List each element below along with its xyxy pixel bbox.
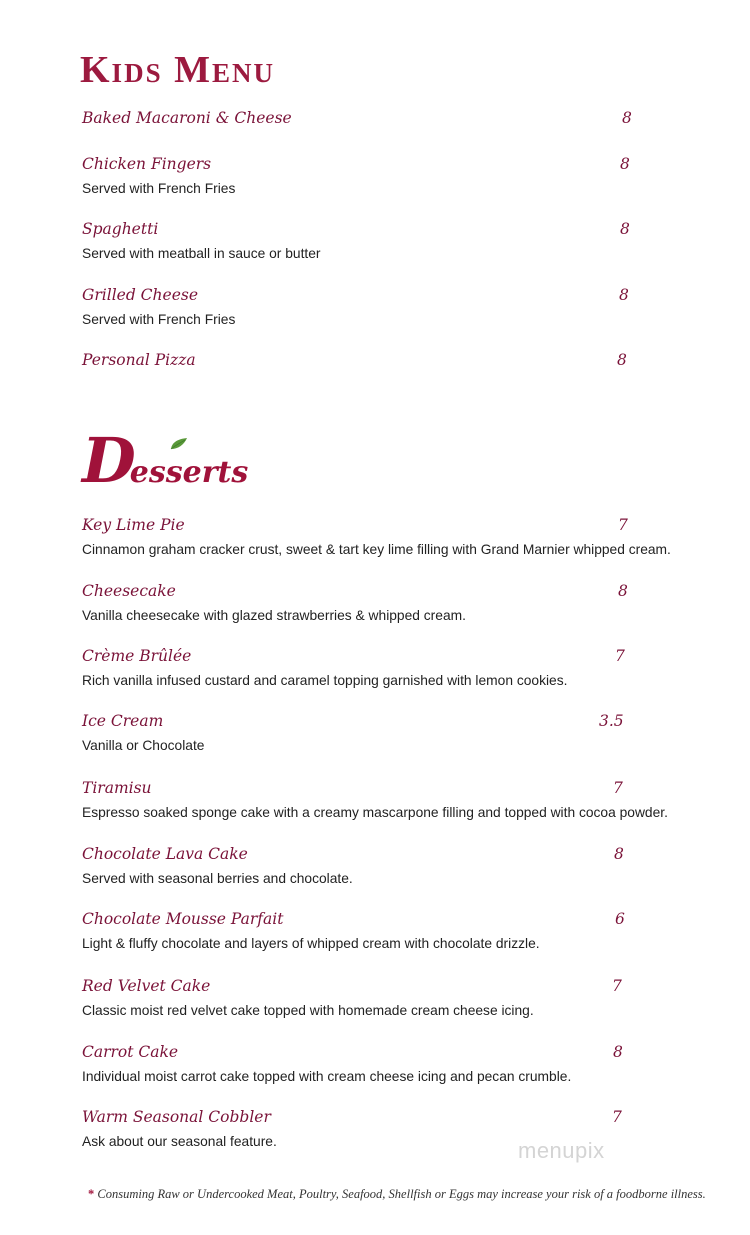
item-name: Key Lime Pie xyxy=(82,516,185,534)
footnote-text: Consuming Raw or Undercooked Meat, Poultry, Seafood, Shellfish or Eggs may increase your risk of a foodborne illness. xyxy=(97,1187,706,1201)
desserts-title-rest: esserts xyxy=(129,455,249,490)
item-description: Served with meatball in sauce or butter xyxy=(82,246,321,261)
item-price: 8 xyxy=(613,1043,623,1061)
item-description: Vanilla or Chocolate xyxy=(82,738,205,753)
kids-menu-title: Kids Menu xyxy=(80,49,275,91)
item-name: Baked Macaroni & Cheese xyxy=(82,109,292,127)
item-name: Chocolate Mousse Parfait xyxy=(82,910,284,928)
item-description: Served with French Fries xyxy=(82,312,236,327)
footnote xyxy=(88,1186,706,1202)
leaf-icon xyxy=(168,436,190,452)
item-name: Crème Brûlée xyxy=(82,647,192,665)
item-description: Individual moist carrot cake topped with cream cheese icing and pecan crumble. xyxy=(82,1069,572,1084)
desserts-title-initial: D xyxy=(82,424,136,497)
item-name: Warm Seasonal Cobbler xyxy=(82,1108,271,1126)
item-description: Classic moist red velvet cake topped with homemade cream cheese icing. xyxy=(82,1003,534,1018)
item-price: 8 xyxy=(614,845,624,863)
watermark: menupix xyxy=(518,1138,605,1163)
item-name: Red Velvet Cake xyxy=(82,977,211,995)
item-price: 7 xyxy=(613,779,623,797)
item-price: 8 xyxy=(620,220,630,238)
item-price: 7 xyxy=(612,1108,622,1126)
item-description: Vanilla cheesecake with glazed strawberries & whipped cream. xyxy=(82,608,466,623)
item-description: Cinnamon graham cracker crust, sweet & tart key lime filling with Grand Marnier whipped cream. xyxy=(82,542,671,557)
item-description: Espresso soaked sponge cake with a creamy mascarpone filling and topped with cocoa powder. xyxy=(82,805,668,820)
item-price: 7 xyxy=(618,516,628,534)
item-price: 8 xyxy=(622,109,632,127)
item-name: Ice Cream xyxy=(82,712,164,730)
item-name: Chocolate Lava Cake xyxy=(82,845,248,863)
item-description: Light & fluffy chocolate and layers of whipped cream with chocolate drizzle. xyxy=(82,936,540,951)
item-name: Carrot Cake xyxy=(82,1043,179,1061)
item-name: Chicken Fingers xyxy=(82,155,212,173)
item-name: Cheesecake xyxy=(82,582,176,600)
item-price: 7 xyxy=(612,977,622,995)
item-price: 8 xyxy=(620,155,630,173)
item-name: Tiramisu xyxy=(82,779,152,797)
item-price: 8 xyxy=(618,582,628,600)
item-name: Grilled Cheese xyxy=(82,286,199,304)
item-price: 3.5 xyxy=(599,712,624,730)
desserts-title xyxy=(82,424,249,497)
item-name: Spaghetti xyxy=(82,220,159,238)
item-description: Served with seasonal berries and chocolate. xyxy=(82,871,353,886)
footnote-marker: * xyxy=(88,1187,95,1201)
item-description: Served with French Fries xyxy=(82,181,236,196)
item-price: 6 xyxy=(615,910,625,928)
item-description: Rich vanilla infused custard and caramel topping garnished with lemon cookies. xyxy=(82,673,568,688)
desserts-heading xyxy=(82,424,282,500)
item-name: Personal Pizza xyxy=(82,351,196,369)
item-price: 8 xyxy=(617,351,627,369)
item-price: 8 xyxy=(619,286,629,304)
item-price: 7 xyxy=(615,647,625,665)
item-description: Ask about our seasonal feature. xyxy=(82,1134,277,1149)
